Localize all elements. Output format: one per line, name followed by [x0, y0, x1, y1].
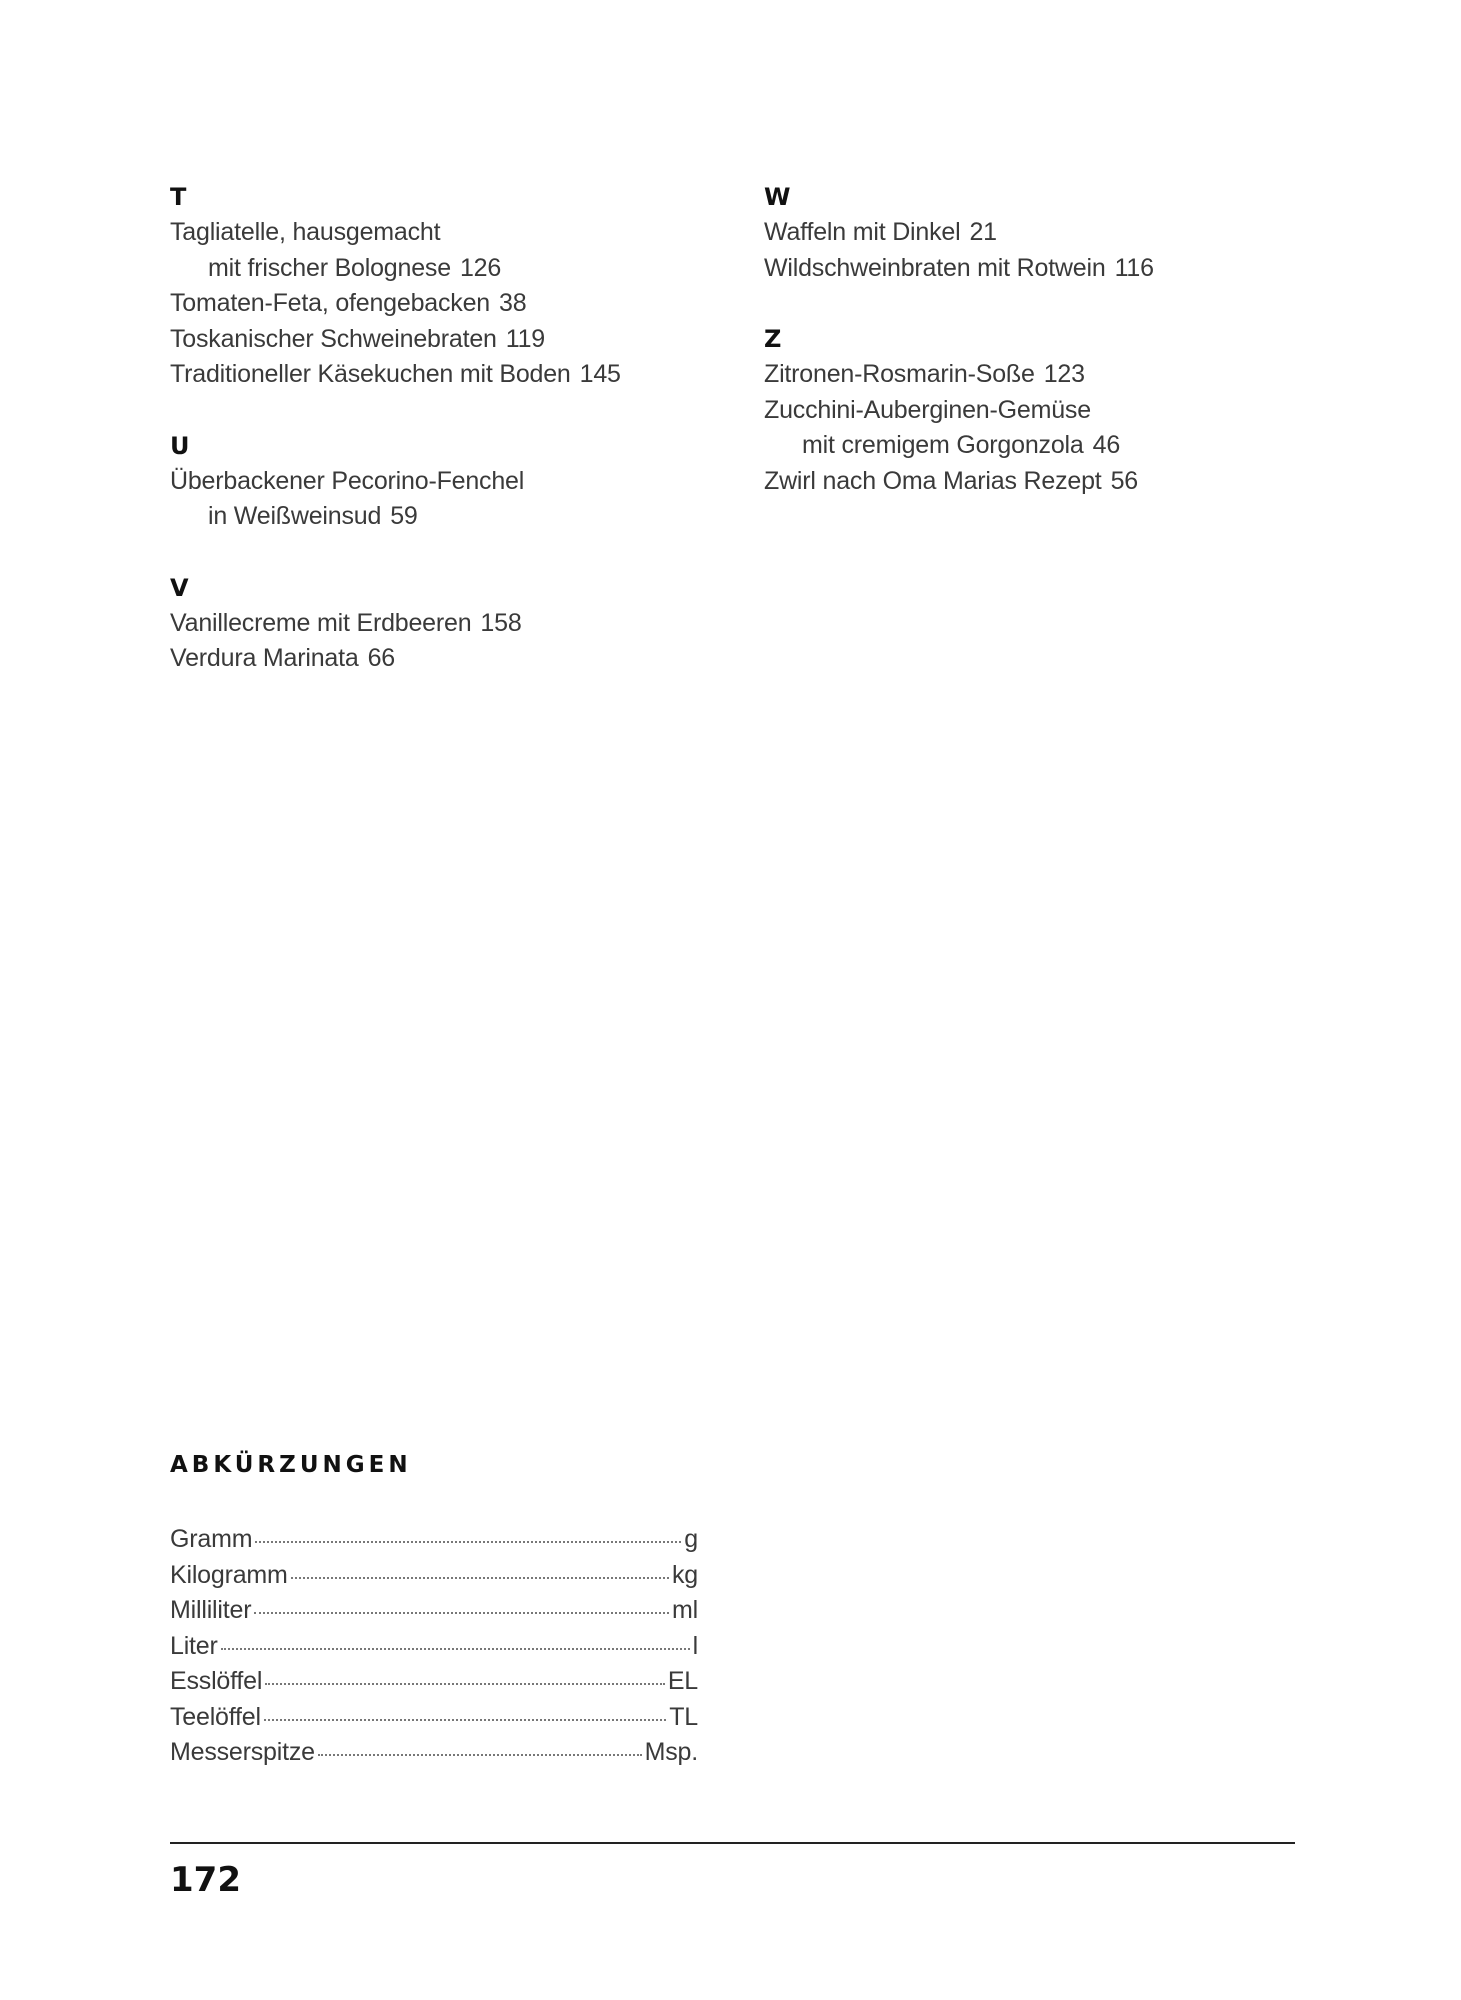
index-entry [764, 428, 1364, 464]
index-entry [170, 251, 730, 287]
entry-text: Verdura Marinata [170, 644, 359, 672]
index-entry [170, 641, 730, 677]
abbreviations-heading: ABKÜRZUNGEN [170, 1452, 412, 1478]
index-entry [170, 464, 730, 500]
index-section-v [170, 571, 730, 677]
entry-text: Toskanischer Schweinebraten [170, 324, 497, 353]
entry-page: 56 [1110, 466, 1138, 495]
entry-text: Zwirl nach Oma Marias Rezept [764, 466, 1102, 495]
index-section-z [764, 322, 1364, 499]
entry-page: 66 [367, 644, 395, 672]
abbreviation-row [170, 1629, 698, 1665]
index-section-t [170, 180, 730, 393]
index-entry [170, 357, 730, 393]
entry-text: mit cremigem Gorgonzola [802, 431, 1084, 459]
index-entry [170, 215, 730, 251]
abbreviation-term: Milliliter [170, 1596, 252, 1624]
entry-page: 119 [505, 324, 545, 353]
entry-page: 145 [579, 360, 621, 388]
dot-leader [265, 1683, 665, 1685]
entry-page: 158 [480, 608, 522, 637]
entry-page: 59 [390, 502, 418, 530]
abbreviation-term: Esslöffel [170, 1667, 263, 1695]
index-letter: V [170, 573, 189, 602]
abbreviation-short: EL [667, 1667, 698, 1695]
index-column-right [764, 180, 1364, 535]
index-entry [170, 286, 730, 322]
index-entry [764, 215, 1364, 251]
index-entry [170, 499, 730, 535]
abbreviation-term: Kilogramm [170, 1560, 288, 1589]
entry-text: Zitronen-Rosmarin-Soße [764, 360, 1035, 388]
entry-text: Tomaten-Feta, ofengebacken [170, 289, 491, 317]
index-letter: U [170, 431, 190, 460]
index-entry [170, 322, 730, 358]
dot-leader [264, 1719, 666, 1721]
index-letter: Z [764, 325, 782, 353]
entry-text: mit frischer Bolognese [208, 253, 451, 282]
index-letter: W [764, 183, 791, 211]
index-entry [764, 251, 1364, 287]
abbreviation-row [170, 1664, 698, 1700]
entry-text: Vanillecreme mit Erdbeeren [170, 608, 472, 637]
abbreviation-short: l [692, 1631, 698, 1660]
entry-text: Überbackener Pecorino-Fenchel [170, 466, 525, 495]
abbreviation-row [170, 1522, 698, 1558]
entry-text: Traditioneller Käsekuchen mit Boden [170, 360, 571, 388]
index-column-left [170, 180, 730, 713]
abbreviation-term: Liter [170, 1631, 218, 1660]
entry-page: 38 [499, 289, 527, 317]
footer-rule [170, 1842, 1295, 1844]
entry-page: 46 [1092, 431, 1121, 459]
index-section-u [170, 429, 730, 535]
entry-page: 21 [969, 218, 997, 246]
dot-leader [291, 1577, 669, 1579]
index-entry [170, 606, 730, 642]
index-letter: T [170, 183, 187, 211]
entry-page: 116 [1114, 253, 1154, 282]
abbreviation-row [170, 1593, 698, 1629]
entry-text: Zucchini-Auberginen-Gemüse [764, 395, 1091, 424]
abbreviation-short: TL [669, 1702, 698, 1731]
entry-page: 123 [1043, 360, 1085, 388]
abbreviation-row [170, 1558, 698, 1594]
abbreviation-term: Teelöffel [170, 1702, 261, 1731]
abbreviation-term: Messerspitze [170, 1738, 315, 1766]
index-entry [764, 464, 1364, 500]
abbreviation-short: Msp. [644, 1738, 698, 1766]
entry-text: Tagliatelle, hausgemacht [170, 218, 441, 246]
abbreviation-short: kg [671, 1560, 698, 1589]
index-section-w [764, 180, 1364, 286]
entry-text: in Weißweinsud [208, 502, 382, 530]
abbreviations-list [170, 1522, 698, 1771]
page-number: 172 [170, 1860, 241, 1900]
dot-leader [254, 1612, 669, 1614]
abbreviation-term: Gramm [170, 1525, 253, 1553]
abbreviation-row [170, 1735, 698, 1771]
index-entry [764, 393, 1364, 429]
abbreviation-short: ml [672, 1596, 698, 1624]
dot-leader [221, 1648, 690, 1650]
abbreviation-row [170, 1700, 698, 1736]
entry-page: 126 [459, 253, 502, 282]
abbreviation-short: g [684, 1525, 698, 1553]
index-entry [764, 357, 1364, 393]
entry-text: Wildschweinbraten mit Rotwein [764, 253, 1106, 282]
entry-text: Waffeln mit Dinkel [764, 218, 961, 246]
dot-leader [318, 1754, 642, 1756]
dot-leader [255, 1541, 681, 1543]
